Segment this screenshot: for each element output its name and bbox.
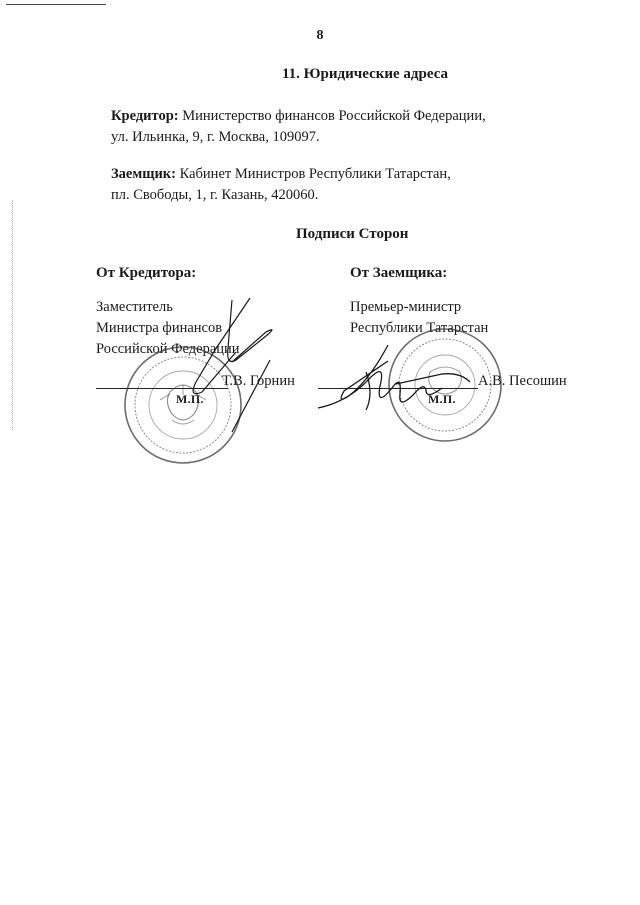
borrower-line2: пл. Свободы, 1, г. Казань, 420060. bbox=[111, 187, 319, 203]
creditor-signatory-name: Т.В. Горнин bbox=[222, 373, 295, 389]
borrower-position-line2: Республики Татарстан bbox=[350, 320, 489, 336]
section-title: 11. Юридические адреса bbox=[282, 66, 449, 82]
creditor-label: Кредитор: bbox=[111, 108, 179, 124]
signatures-title: Подписи Сторон bbox=[296, 226, 409, 242]
creditor-heading: От Кредитора: bbox=[96, 265, 197, 281]
borrower-seal bbox=[389, 329, 501, 441]
borrower-signatory-name: А.В. Песошин bbox=[478, 373, 567, 389]
creditor-signature bbox=[193, 298, 272, 432]
creditor-position-line2: Министра финансов bbox=[96, 320, 223, 336]
creditor-line1: Министерство финансов Российской Федерации, bbox=[178, 108, 486, 124]
borrower-position-line1: Премьер-министр bbox=[350, 299, 462, 315]
creditor-position-line3: Российской Федерации bbox=[96, 341, 240, 357]
borrower-line1: Кабинет Министров Республики Татарстан, bbox=[176, 166, 451, 182]
borrower-heading: От Заемщика: bbox=[350, 265, 448, 281]
creditor-seal bbox=[125, 347, 241, 463]
creditor-line2: ул. Ильинка, 9, г. Москва, 109097. bbox=[111, 129, 320, 145]
borrower-mp: М.П. bbox=[428, 392, 456, 406]
creditor-mp: М.П. bbox=[176, 392, 204, 406]
page-number: 8 bbox=[316, 28, 324, 43]
creditor-position-line1: Заместитель bbox=[96, 299, 173, 315]
borrower-label: Заемщик: bbox=[111, 166, 176, 182]
